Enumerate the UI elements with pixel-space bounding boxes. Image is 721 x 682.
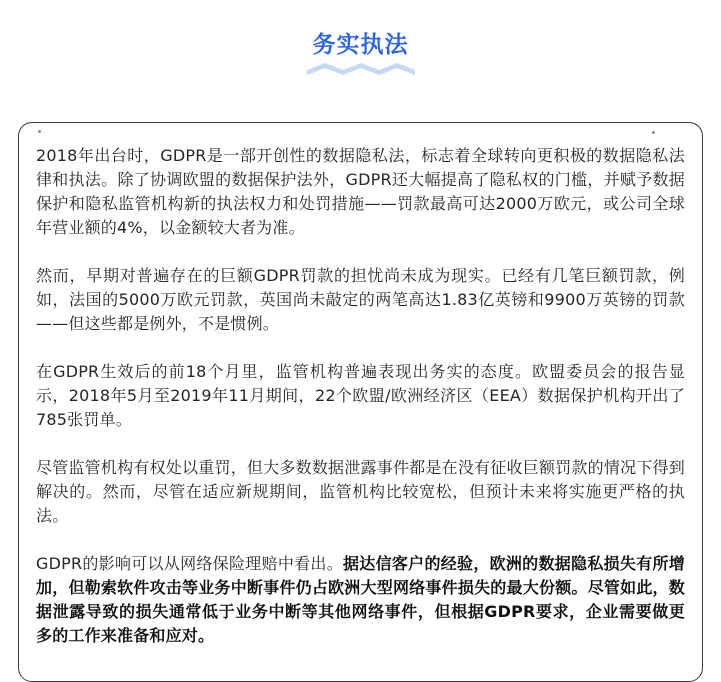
paragraph-lead: GDPR的影响可以从网络保险理赔中看出。 <box>36 554 343 573</box>
paragraph-emphasis: 据达信客户的经验，欧洲的数据隐私损失有所增加，但勒索软件攻击等业务中断事件仍占欧洲大型网络事件损失的最大份额。尽管如此，数据泄露导致的损失通常低于业务中断等其他网络事件，但根据GDPR要求，企业需要做更多的工作来准备和应对。 <box>36 554 685 645</box>
article-paragraph: 2018年出台时，GDPR是一部开创性的数据隐私法，标志着全球转向更积极的数据隐私法律和执法。除了协调欧盟的数据保护法外，GDPR还大幅提高了隐私权的门槛，并赋予数据保护和隐私监管机构新的执法权力和处罚措施——罚款最高可达2000万欧元，或公司全球年营业额的4%，以金额较大者为准。 <box>36 146 685 237</box>
article-paragraph: 然而，早期对普遍存在的巨额GDPR罚款的担忧尚未成为现实。已经有几笔巨额罚款，例如，法国的5000万欧元罚款，英国尚未敲定的两笔高达1.83亿英镑和9900万英镑的罚款——但这些都是例外，不是惯例。 <box>36 266 685 333</box>
article-paragraph <box>36 552 685 648</box>
article-paragraph: 尽管监管机构有权处以重罚，但大多数数据泄露事件都是在没有征收巨额罚款的情况下得到解决的。然而，尽管在适应新规期间，监管机构比较宽松，但预计未来将实施更严格的执法。 <box>36 458 685 525</box>
article-card <box>18 122 703 682</box>
wave-divider-icon <box>0 60 721 76</box>
corner-dot-right-icon <box>652 131 655 134</box>
section-header <box>0 0 721 76</box>
article-paragraph: 在GDPR生效后的前18个月里，监管机构普遍表现出务实的态度。欧盟委员会的报告显示，2018年5月至2019年11月期间，22个欧盟/欧洲经济区（EEA）数据保护机构开出了785张罚单。 <box>36 362 685 429</box>
corner-dot-left-icon <box>38 130 41 133</box>
section-title: 务实执法 <box>312 32 409 58</box>
